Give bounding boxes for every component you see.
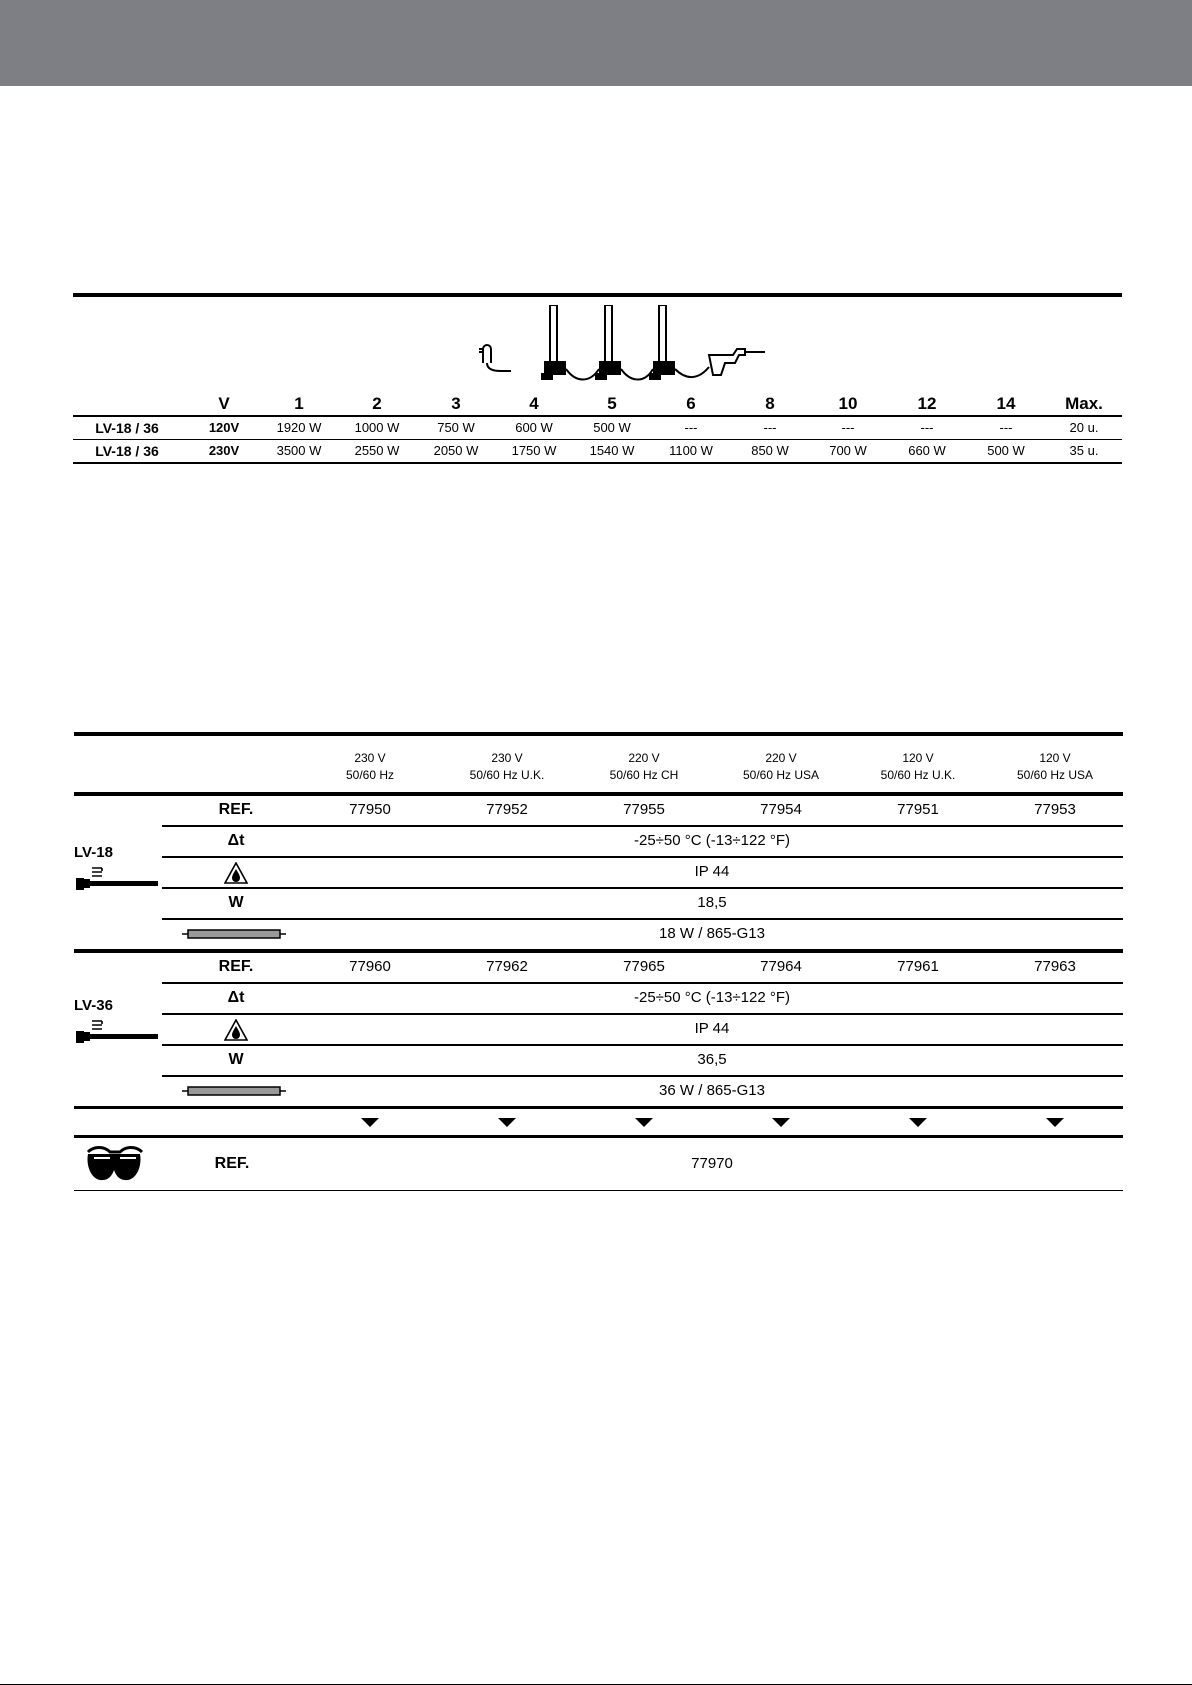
voltage-header — [881, 750, 956, 784]
ref-value: 77961 — [897, 958, 939, 975]
frequency-line: 50/60 Hz USA — [742, 768, 820, 782]
accessory-ref-value: 77970 — [691, 1155, 733, 1172]
ref-value: 77952 — [486, 801, 528, 818]
ref-value: 77965 — [623, 958, 665, 975]
linked-lamps-illustration — [73, 297, 1122, 393]
row-voltage: 230V — [208, 443, 240, 458]
ref-row — [162, 796, 1123, 827]
power-row — [162, 1046, 1123, 1077]
table-cell: 1920 W — [276, 420, 322, 435]
table-cell: 600 W — [515, 420, 553, 435]
ref-value: 77964 — [760, 958, 802, 975]
table-cell: --- — [763, 420, 777, 435]
ref-value: 77962 — [486, 958, 528, 975]
reference-table — [74, 732, 1123, 1191]
down-arrow-icon — [498, 1118, 516, 1127]
row-model: LV-18 / 36 — [95, 420, 159, 436]
ip-value: IP 44 — [694, 1020, 730, 1037]
tube-value: 18 W / 865-G13 — [659, 925, 765, 942]
ip-row — [162, 858, 1123, 889]
tube-row — [162, 920, 1123, 949]
table-row — [73, 440, 1122, 464]
temperature-value: -25÷50 °C (-13÷122 °F) — [633, 989, 791, 1006]
temperature-label: Δt — [227, 832, 245, 849]
voltage-line: 220 V — [628, 751, 660, 765]
table-cell: 1100 W — [669, 443, 713, 458]
table-cell: 35 u. — [1069, 443, 1099, 458]
col-header-max: Max. — [1065, 394, 1103, 413]
tube-value: 36 W / 865-G13 — [659, 1082, 765, 1099]
table-cell: 500 W — [593, 420, 631, 435]
ref-label: REF. — [214, 1155, 250, 1172]
frequency-line: 50/60 Hz — [345, 768, 395, 782]
ip-value: IP 44 — [694, 863, 730, 880]
power-value: 36,5 — [697, 1051, 727, 1068]
ref-value: 77954 — [760, 801, 802, 818]
table1-header-row — [73, 393, 1122, 417]
voltage-header — [610, 750, 679, 784]
col-header-3: 3 — [451, 394, 461, 413]
lamp-device-icon — [74, 866, 158, 892]
fluorescent-tube-icon — [182, 1086, 286, 1096]
table-cell: 750 W — [437, 420, 475, 435]
ref-value: 77955 — [623, 801, 665, 818]
voltage-header — [1017, 750, 1093, 784]
ref-label: REF. — [218, 801, 254, 818]
load-capacity-table — [73, 293, 1122, 464]
power-label: W — [228, 894, 244, 911]
arrow-row — [74, 1109, 1123, 1138]
table-cell: 3500 W — [276, 443, 322, 458]
table-cell: 700 W — [829, 443, 867, 458]
protective-glasses-icon — [84, 1144, 146, 1184]
model-name: LV-18 — [74, 844, 113, 861]
voltage-line: 230 V — [491, 751, 523, 765]
row-model: LV-18 / 36 — [95, 443, 159, 459]
voltage-line: 220 V — [765, 751, 797, 765]
col-header-6: 6 — [686, 394, 696, 413]
ref-value: 77950 — [349, 801, 391, 818]
table-cell: 660 W — [908, 443, 946, 458]
col-header-5: 5 — [607, 394, 617, 413]
down-arrow-icon — [772, 1118, 790, 1127]
table-cell: 1540 W — [589, 443, 635, 458]
col-header-10: 10 — [838, 394, 858, 413]
col-header-12: 12 — [917, 394, 937, 413]
accessory-row — [74, 1138, 1123, 1191]
voltage-header — [743, 750, 819, 784]
table-row — [73, 417, 1122, 440]
table-cell: --- — [999, 420, 1013, 435]
table-cell: 850 W — [751, 443, 789, 458]
daisy-chain-icon — [473, 305, 783, 395]
temperature-row — [162, 984, 1123, 1015]
power-value: 18,5 — [697, 894, 727, 911]
col-header-1: 1 — [294, 394, 304, 413]
voltage-header — [346, 750, 394, 784]
ref-value: 77960 — [349, 958, 391, 975]
header-band — [0, 0, 1192, 86]
frequency-line: 50/60 Hz USA — [1016, 768, 1094, 782]
frequency-line: 50/60 Hz U.K. — [880, 768, 956, 782]
table-cell: 2550 W — [354, 443, 400, 458]
table-cell: 2050 W — [433, 443, 479, 458]
down-arrow-icon — [361, 1118, 379, 1127]
table-cell: --- — [841, 420, 855, 435]
col-header-14: 14 — [996, 394, 1016, 413]
voltage-header — [470, 750, 545, 784]
ref-label: REF. — [218, 958, 254, 975]
frequency-line: 50/60 Hz CH — [609, 768, 679, 782]
voltage-header-row — [74, 736, 1123, 792]
down-arrow-icon — [1046, 1118, 1064, 1127]
fluorescent-tube-icon — [182, 929, 286, 939]
table-cell: 20 u. — [1069, 420, 1099, 435]
temperature-label: Δt — [227, 989, 245, 1006]
ref-value: 77953 — [1034, 801, 1076, 818]
col-header-voltage: V — [218, 394, 230, 413]
col-header-4: 4 — [529, 394, 539, 413]
down-arrow-icon — [909, 1118, 927, 1127]
table-cell: 1750 W — [511, 443, 557, 458]
ref-row — [162, 953, 1123, 984]
lamp-device-icon — [74, 1019, 158, 1045]
table-cell: --- — [684, 420, 698, 435]
frequency-line: 50/60 Hz U.K. — [469, 768, 545, 782]
model-name: LV-36 — [74, 997, 113, 1014]
model-group-lv36 — [74, 953, 1123, 1109]
power-row — [162, 889, 1123, 920]
row-voltage: 120V — [208, 420, 240, 435]
power-label: W — [228, 1051, 244, 1068]
ref-value: 77951 — [897, 801, 939, 818]
ref-value: 77963 — [1034, 958, 1076, 975]
voltage-line: 230 V — [354, 751, 386, 765]
table-cell: 1000 W — [354, 420, 400, 435]
voltage-line: 120 V — [1039, 751, 1071, 765]
drop-protection-icon — [224, 1019, 248, 1041]
temperature-value: -25÷50 °C (-13÷122 °F) — [633, 832, 791, 849]
drop-protection-icon — [224, 862, 248, 884]
tube-row — [162, 1077, 1123, 1106]
temperature-row — [162, 827, 1123, 858]
table-cell: 500 W — [987, 443, 1025, 458]
col-header-2: 2 — [372, 394, 382, 413]
col-header-8: 8 — [765, 394, 775, 413]
ip-row — [162, 1015, 1123, 1046]
down-arrow-icon — [635, 1118, 653, 1127]
table-cell: --- — [920, 420, 934, 435]
voltage-line: 120 V — [902, 751, 934, 765]
model-group-lv18 — [74, 796, 1123, 953]
